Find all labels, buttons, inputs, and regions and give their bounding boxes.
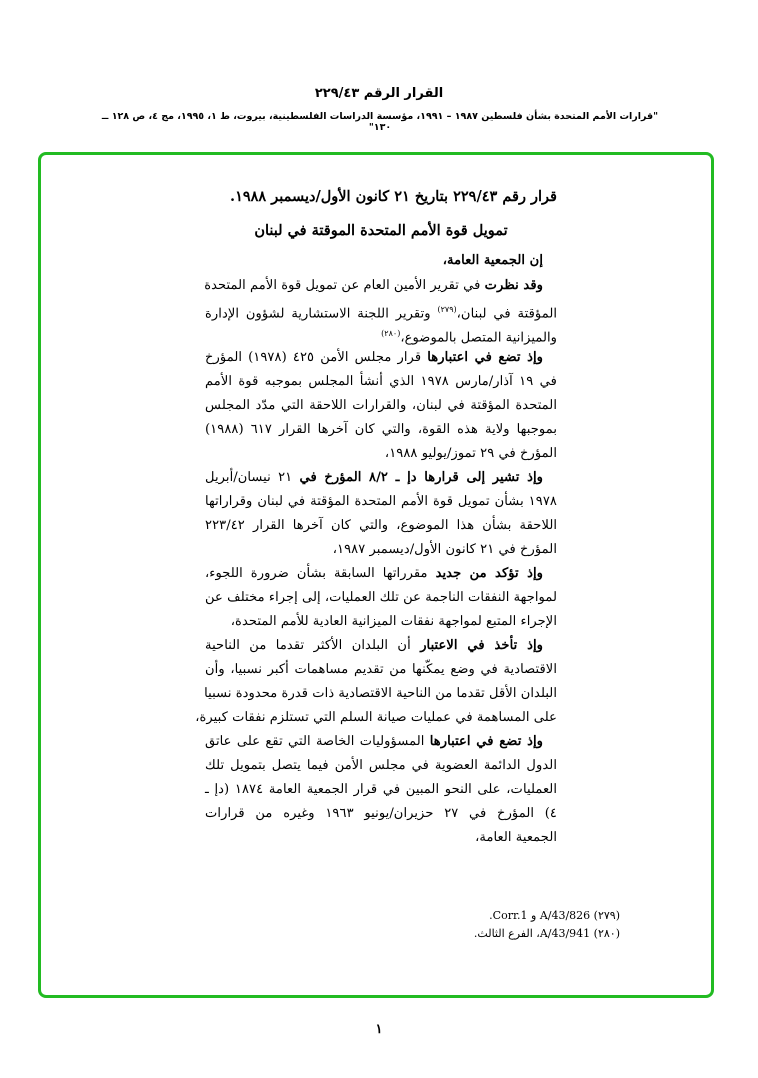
paragraph-1 [205, 274, 557, 346]
page-header-source: "قرارات الأمم المتحدة بشأن فلسطين ١٩٨٧ – ١٩٩١، مؤسسة الدراسات الفلسطينية، بيروت، ط ١، ١٩٩٥، مج ٤، ص ١٢٨ ــ ١٣٠" [101, 111, 659, 133]
paragraph-4 [205, 562, 557, 634]
opening-phrase: إن الجمعية العامة، [442, 253, 543, 268]
line-text: البلدان الأقل تقدما من الناحية الاقتصادية ذات قدرة محدودة نسبيا [204, 686, 557, 701]
lead-phrase: وإذ تضع في اعتبارها [427, 350, 543, 365]
line-text: في تقرير الأمين العام عن تمويل قوة الأمم المتحدة [204, 278, 485, 293]
lead-phrase: وإذ تؤكد من جديد [435, 566, 543, 581]
line-text: قرار مجلس الأمن ٤٢٥ (١٩٧٨) المؤرخ [205, 350, 428, 365]
line-text: أن البلدان الأكثر تقدما من الناحية [205, 638, 421, 653]
line-text: بموجبها ولاية هذه القوة، والتي كان آخرها القرار ٦١٧ (١٩٨٨) [205, 422, 557, 437]
paragraph-2 [205, 346, 557, 466]
page-number: ١ [375, 1022, 383, 1037]
line-text: ٢١ نيسان/أبريل [205, 470, 300, 485]
line-text: مقرراتها السابقة بشأن ضرورة اللجوء، [205, 566, 436, 581]
line-text: لمواجهة النفقات الناجمة عن تلك العمليات، إلى إجراء مختلف عن [205, 590, 557, 605]
line-text: المسؤوليات الخاصة التي تقع على عاتق [205, 734, 430, 749]
page-header-title: القرار الرقم ٢٢٩/٤٣ [314, 86, 444, 101]
resolution-subtitle: تمويل قوة الأمم المتحدة الموقتة في لبنان [254, 222, 508, 239]
lead-phrase: وإذ تشير إلى قرارها دإ ـ ٨/٢ المؤرخ في [299, 470, 543, 485]
paragraph-6 [205, 730, 557, 850]
line-text: وتقرير اللجنة الاستشارية لشؤون الإدارة [205, 306, 438, 322]
lead-phrase: وإذ تضع في اعتبارها [429, 734, 543, 749]
line-text: الجمعية العامة، [475, 830, 557, 845]
line-text: على المساهمة في عمليات صيانة السلم التي تستلزم نفقات كبيرة، [195, 710, 557, 725]
paragraph-5 [195, 634, 557, 730]
line-text: المؤقتة في لبنان، [456, 306, 557, 322]
footnote-279: (٢٧٩) A/43/826 و Corr.1. [489, 909, 620, 922]
lead-phrase: وقد نظرت [484, 278, 543, 293]
lead-phrase: وإذ تأخذ في الاعتبار [420, 638, 543, 653]
resolution-text [195, 180, 557, 850]
line-text: المؤرخ في ٢٩ تموز/يوليو ١٩٨٨، [384, 446, 557, 461]
footnote-ref[interactable]: (٢٧٩) [437, 305, 457, 314]
line-text: اللاحقة بشأن هذا الموضوع، والتي كان آخرها القرار ٢٢٣/٤٢ [205, 518, 557, 533]
line-text: العمليات، على النحو المبين في قرار الجمعية العامة ١٨٧٤ (دإ ـ [205, 782, 557, 797]
line-text: المؤرخ في ٢١ كانون الأول/ديسمبر ١٩٨٧، [332, 542, 557, 557]
line-text: الدول الدائمة العضوية في مجلس الأمن فيما يتصل بتمويل تلك [205, 758, 557, 773]
line-text: في ١٩ آذار/مارس ١٩٧٨ الذي أنشأ المجلس بموجبه قوة الأمم [205, 374, 557, 389]
paragraph-3 [205, 466, 557, 562]
line-text: ١٩٧٨ بشأن تمويل قوة الأمم المتحدة المؤقتة في لبنان وقراراتها [205, 494, 557, 509]
line-text: الاقتصادية في وضع يمكّنها من تقديم مساهمات أكبر نسبيا، وأن [205, 662, 557, 677]
footnote-280: (٢٨٠) A/43/941، الفرع الثالث. [473, 927, 620, 940]
line-text: والميزانية المتصل بالموضوع، [400, 330, 557, 346]
line-text: الإجراء المتبع لمواجهة نفقات الميزانية العادية للأمم المتحدة، [230, 614, 557, 629]
line-text: المتحدة المؤقتة في لبنان، والقرارات اللاحقة التي مدّد المجلس [205, 398, 557, 413]
footnote-ref[interactable]: (٢٨٠) [381, 329, 401, 338]
resolution-title: قرار رقم ٢٢٩/٤٣ بتاريخ ٢١ كانون الأول/ديسمبر ١٩٨٨. [230, 188, 557, 205]
line-text: ٤) المؤرخ في ٢٧ حزيران/يونيو ١٩٦٣ وغيره من قرارات [205, 806, 557, 821]
